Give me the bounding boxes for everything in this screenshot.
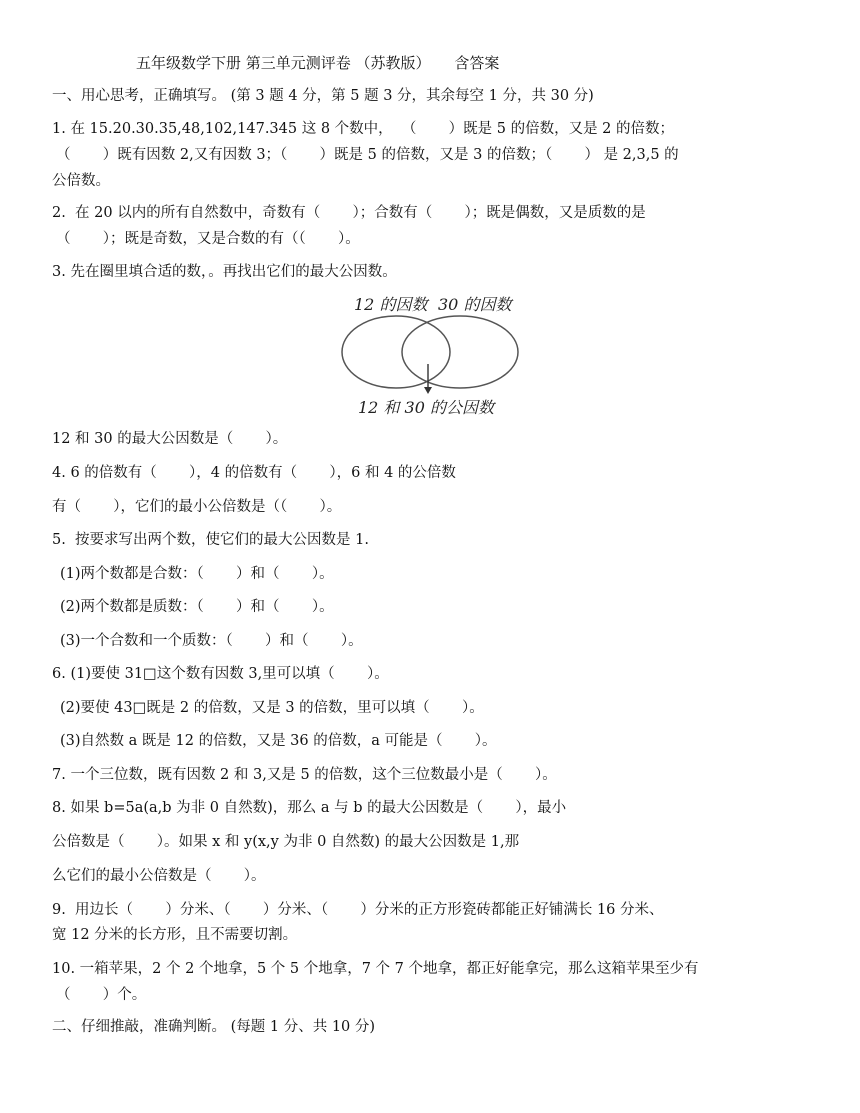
venn-left-label: 12 的因数 (354, 295, 428, 314)
question-8-line-3: 么它们的最小公倍数是（ ）。 (52, 868, 266, 884)
question-1-line-2: （ ）既有因数 2,又有因数 3；（ ）既是 5 的倍数，又是 3 的倍数；（ ） 是 2,3,5 的 (56, 147, 679, 163)
question-3-line-1: 3. 先在圈里填合适的数，。再找出它们的最大公因数。 (52, 264, 397, 280)
exam-title: 五年级数学下册 第三单元测评卷 （苏教版） 含答案 (136, 54, 500, 72)
question-5-part-2: (2)两个数都是质数：（ ）和（ ）。 (60, 599, 334, 615)
question-1-line-3: 公倍数。 (52, 173, 110, 189)
question-6-part-2: (2)要使 43□既是 2 的倍数，又是 3 的倍数，里可以填（ ）。 (60, 700, 484, 716)
question-8-line-2: 公倍数是（ ）。如果 x 和 y(x,y 为非 0 自然数) 的最大公因数是 1,那 (52, 834, 520, 850)
question-5-part-3: (3)一个合数和一个质数：（ ）和（ ）。 (60, 633, 363, 649)
venn-left-circle (342, 316, 450, 388)
venn-diagram (336, 290, 526, 420)
question-2-line-2: （ ）；既是奇数，又是合数的有（（ ）。 (56, 231, 360, 247)
question-10-line-2: （ ）个。 (56, 987, 147, 1003)
question-6-part-3: (3)自然数 a 既是 12 的倍数，又是 36 的倍数，a 可能是（ ）。 (60, 733, 497, 749)
question-1-line-1: 1. 在 15.20.30.35,48,102,147.345 这 8 个数中， （ ）既是 5 的倍数，又是 2 的倍数； (52, 121, 675, 137)
question-4-line-1: 4. 6 的倍数有（ ），4 的倍数有（ ），6 和 4 的公倍数 (52, 465, 456, 481)
question-6-part-1: 6. (1)要使 31□这个数有因数 3,里可以填（ ）。 (52, 666, 389, 682)
question-7: 7. 一个三位数，既有因数 2 和 3,又是 5 的倍数，这个三位数最小是（ ）。 (52, 767, 557, 783)
venn-arrowhead (424, 387, 432, 394)
venn-right-label: 30 的因数 (438, 295, 512, 314)
venn-bottom-label: 12 和 30 的公因数 (358, 398, 494, 417)
question-2-line-1: 2. 在 20 以内的所有自然数中，奇数有（ ）；合数有（ ）；既是偶数，又是质数的是 (52, 205, 646, 221)
question-9-line-1: 9. 用边长（ ）分米、（ ）分米、（ ）分米的正方形瓷砖都能正好铺满长 16 分米、 (52, 902, 664, 918)
section-2-heading: 二、仔细推敲，准确判断。 (每题 1 分、共 10 分) (52, 1019, 376, 1035)
question-5-line-1: 5. 按要求写出两个数，使它们的最大公因数是 1. (52, 532, 369, 548)
question-10-line-1: 10. 一箱苹果，2 个 2 个地拿，5 个 5 个地拿，7 个 7 个地拿，都正好能拿完，那么这箱苹果至少有 (52, 961, 699, 977)
question-5-part-1: (1)两个数都是合数：（ ）和（ ）。 (60, 566, 334, 582)
question-8-line-1: 8. 如果 b=5a(a,b 为非 0 自然数)，那么 a 与 b 的最大公因数是（ ），最小 (52, 800, 567, 816)
question-4-line-2: 有（ ），它们的最小公倍数是（（ ）。 (52, 499, 342, 515)
question-3-line-2: 12 和 30 的最大公因数是（ ）。 (52, 431, 288, 447)
section-1-heading: 一、用心思考，正确填写。 (第 3 题 4 分，第 5 题 3 分，其余每空 1 分，共 30 分) (52, 88, 594, 104)
question-9-line-2: 宽 12 分米的长方形，且不需要切割。 (52, 927, 298, 943)
venn-right-circle (402, 316, 518, 388)
